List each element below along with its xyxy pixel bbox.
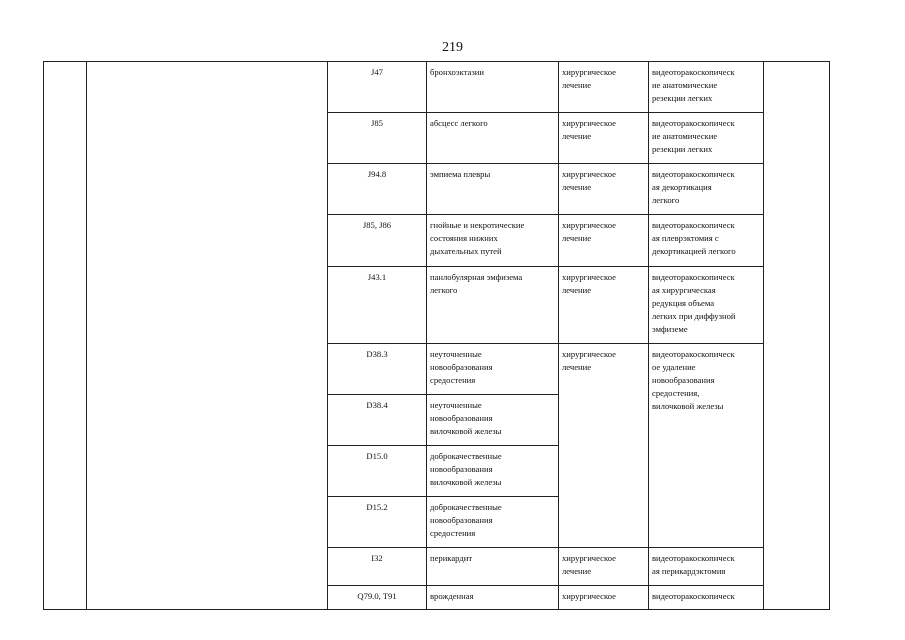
method-cell — [649, 548, 764, 586]
diagnosis-cell — [427, 62, 559, 113]
code-text: D38.4 — [366, 400, 388, 410]
code-cell — [328, 113, 427, 164]
treatment-text: хирургическое лечение — [562, 349, 616, 372]
method-cell — [649, 267, 764, 344]
method-cell — [649, 164, 764, 215]
code-cell — [328, 164, 427, 215]
code-cell — [328, 62, 427, 113]
treatment-text: хирургическое лечение — [562, 118, 616, 141]
diagnosis-cell — [427, 164, 559, 215]
diagnosis-text: перикардит — [430, 553, 473, 563]
diagnosis-cell — [427, 267, 559, 344]
diagnosis-text: неуточненные новообразования вилочковой железы — [430, 400, 502, 436]
method-text: видеоторакоскопическ ое удаление новообразования средостения, вилочковой железы — [652, 349, 735, 411]
treatment-cell-merged — [559, 344, 649, 548]
code-cell — [328, 344, 427, 395]
code-text: J85, J86 — [362, 220, 392, 230]
treatment-cell — [559, 113, 649, 164]
diagnosis-text: панлобулярная эмфизема легкого — [430, 272, 523, 295]
treatment-text: хирургическое лечение — [562, 220, 616, 243]
method-text: видеоторакоскопическ — [652, 591, 735, 601]
treatment-cell — [559, 267, 649, 344]
method-text: видеоторакоскопическ ие анатомические резекции легких — [652, 118, 735, 154]
treatment-text: хирургическое лечение — [562, 553, 616, 576]
code-text: I32 — [371, 553, 383, 563]
code-text: J47 — [371, 67, 383, 77]
treatment-text: хирургическое — [562, 591, 616, 601]
method-cell — [649, 586, 764, 610]
treatment-cell — [559, 548, 649, 586]
page-number: 219 — [442, 40, 463, 55]
diagnosis-cell — [427, 446, 559, 497]
method-text: видеоторакоскопическ ие анатомические резекции легких — [652, 67, 735, 103]
code-cell — [328, 267, 427, 344]
diagnosis-cell — [427, 395, 559, 446]
code-text: D15.2 — [366, 502, 388, 512]
diagnosis-cell — [427, 586, 559, 610]
diagnosis-text: эмпиема плевры — [430, 169, 491, 179]
method-text: видеоторакоскопическ ая хирургическая редукция объема легких при диффузной эмфиземе — [652, 272, 736, 334]
diagnosis-cell — [427, 344, 559, 395]
diagnosis-text: абсцесс легкого — [430, 118, 488, 128]
treatment-cell — [559, 586, 649, 610]
diagnosis-text: бронхоэктазии — [430, 67, 484, 77]
empty-profile-column — [87, 62, 328, 610]
method-text: видеоторакоскопическ ая перикардэктомия — [652, 553, 735, 576]
code-text: Q79.0, T91 — [357, 591, 397, 601]
code-cell — [328, 215, 427, 267]
treatment-cell — [559, 62, 649, 113]
code-text: D38.3 — [366, 349, 388, 359]
code-cell — [328, 395, 427, 446]
code-text: J43.1 — [367, 272, 387, 282]
table-row — [44, 62, 830, 113]
treatment-cell — [559, 215, 649, 267]
diagnosis-cell — [427, 113, 559, 164]
code-cell — [328, 446, 427, 497]
diagnosis-text: доброкачественные новообразования средостения — [430, 502, 502, 538]
diagnosis-text: гнойные и некротические состояния нижних дыхательных путей — [430, 220, 525, 256]
diagnosis-cell — [427, 548, 559, 586]
method-cell-merged — [649, 344, 764, 548]
code-text: D15.0 — [366, 451, 388, 461]
method-cell — [649, 113, 764, 164]
treatment-cell — [559, 164, 649, 215]
treatment-text: хирургическое лечение — [562, 67, 616, 90]
method-text: видеоторакоскопическ ая декортикация легкого — [652, 169, 735, 205]
code-text: J94.8 — [367, 169, 387, 179]
code-text: J85 — [371, 118, 383, 128]
diagnosis-cell — [427, 497, 559, 548]
empty-number-column — [44, 62, 87, 610]
code-cell — [328, 497, 427, 548]
diagnosis-cell — [427, 215, 559, 267]
diagnosis-text: неуточненные новообразования средостения — [430, 349, 493, 385]
treatment-text: хирургическое лечение — [562, 272, 616, 295]
method-text: видеоторакоскопическ ая плеврэктомия с декортикацией легкого — [652, 220, 736, 256]
method-cell — [649, 215, 764, 267]
diagnosis-text: доброкачественные новообразования вилочковой железы — [430, 451, 502, 487]
diagnosis-text: врожденная — [430, 591, 474, 601]
procedures-table — [43, 61, 830, 610]
code-cell — [328, 586, 427, 610]
code-cell — [328, 548, 427, 586]
treatment-text: хирургическое лечение — [562, 169, 616, 192]
empty-last-column — [764, 62, 830, 610]
method-cell — [649, 62, 764, 113]
